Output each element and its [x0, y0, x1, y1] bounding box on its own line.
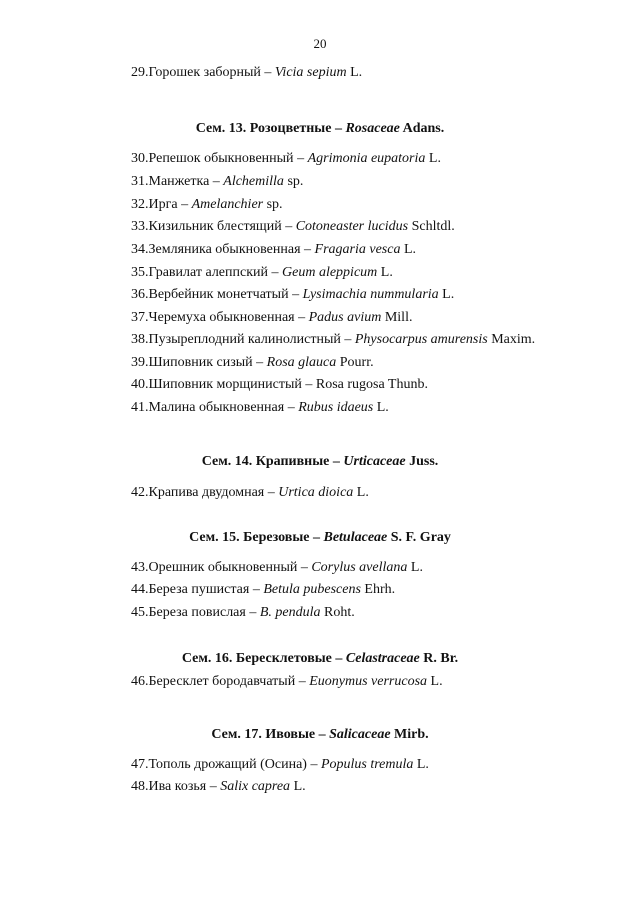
latin-name: Vicia sepium	[274, 65, 347, 80]
heading-prefix: Сем. 16. Бересклетовые –	[181, 651, 346, 666]
list-item	[131, 265, 393, 281]
dash: –	[288, 287, 303, 302]
russian-name: Береза повислая	[148, 605, 246, 620]
list-item	[131, 485, 369, 501]
author: sp.	[283, 174, 304, 189]
list-item	[131, 219, 455, 235]
heading-author: Mirb.	[390, 727, 429, 742]
latin-name: Rubus idaeus	[298, 400, 374, 415]
list-item	[131, 355, 374, 371]
item-number: 35.	[131, 265, 149, 280]
russian-name: Кизильник блестящий	[148, 219, 282, 234]
russian-name: Манжетка	[148, 174, 210, 189]
author: L.	[427, 674, 443, 689]
item-number: 44.	[131, 582, 149, 597]
list-item	[131, 674, 443, 690]
latin-name: Urtica dioica	[278, 485, 354, 500]
author: Ehrh.	[360, 582, 396, 597]
latin-name: Amelanchier	[191, 197, 264, 212]
author: Roht.	[320, 605, 355, 620]
heading-latin: Salicaceae	[329, 727, 391, 742]
list-item	[131, 174, 303, 190]
latin-name: Betula pubescens	[263, 582, 361, 597]
dash: –	[249, 582, 264, 597]
item-number: 30.	[131, 151, 149, 166]
item-number: 40.	[131, 377, 149, 392]
latin-name: Euonymus verrucosa	[309, 674, 428, 689]
latin-name: Agrimonia eupatoria	[307, 151, 426, 166]
heading-prefix: Сем. 17. Ивовые –	[211, 727, 330, 742]
russian-name: Шиповник сизый	[148, 355, 253, 370]
dash: –	[300, 242, 315, 257]
dash: –	[306, 757, 321, 772]
latin-name: Rosa glauca	[266, 355, 337, 370]
dash: –	[245, 605, 260, 620]
latin-name: Populus tremula	[320, 757, 414, 772]
heading-latin: Betulaceae	[323, 530, 388, 545]
heading-prefix: Сем. 14. Крапивные –	[201, 454, 344, 469]
heading-latin: Celastraceae	[345, 651, 420, 666]
latin-name: Padus avium	[308, 310, 382, 325]
russian-name: Репешок обыкновенный	[148, 151, 294, 166]
latin-name: Cotoneaster lucidus	[295, 219, 409, 234]
author: Schltdl.	[408, 219, 455, 234]
item-number: 47.	[131, 757, 149, 772]
item-number: 33.	[131, 219, 149, 234]
author: L.	[438, 287, 455, 302]
author: Pourr.	[336, 355, 374, 370]
list-item	[131, 310, 412, 326]
list-item	[131, 779, 306, 795]
list-item	[131, 197, 283, 213]
dash: –	[301, 377, 316, 392]
item-number: 37.	[131, 310, 149, 325]
list-item	[131, 332, 535, 348]
heading-prefix: Сем. 13. Розоцветные –	[195, 121, 346, 136]
section-heading	[0, 651, 640, 667]
dash: –	[295, 674, 310, 689]
dash: –	[206, 779, 221, 794]
item-number: 32.	[131, 197, 149, 212]
author: Mill.	[381, 310, 413, 325]
russian-name: Пузыреплодний калинолистный	[148, 332, 341, 347]
item-number: 31.	[131, 174, 149, 189]
section-heading	[0, 530, 640, 546]
dash: –	[264, 485, 279, 500]
list-item	[131, 65, 362, 81]
latin-name: Physocarpus amurensis	[354, 332, 488, 347]
author: Maxim.	[487, 332, 536, 347]
page-number: 20	[313, 36, 327, 51]
heading-latin: Urticaceae	[343, 454, 406, 469]
author: L.	[373, 400, 389, 415]
heading-author: Juss.	[405, 454, 439, 469]
dash: –	[268, 265, 283, 280]
dash: –	[340, 332, 355, 347]
list-item	[131, 287, 454, 303]
list-item	[131, 582, 395, 598]
item-number: 34.	[131, 242, 149, 257]
russian-name: Земляника обыкновенная	[148, 242, 301, 257]
latin-name: B. pendula	[259, 605, 321, 620]
heading-author: R. Br.	[419, 651, 459, 666]
russian-name: Гравилат алеппский	[148, 265, 269, 280]
item-number: 36.	[131, 287, 149, 302]
item-number: 39.	[131, 355, 149, 370]
russian-name: Вербейник монетчатый	[148, 287, 289, 302]
list-item	[131, 151, 441, 167]
russian-name: Бересклет бородавчатый	[148, 674, 296, 689]
latin-name: Corylus avellana	[311, 560, 408, 575]
item-number: 46.	[131, 674, 149, 689]
russian-name: Малина обыкновенная	[148, 400, 285, 415]
item-number: 38.	[131, 332, 149, 347]
dash: –	[209, 174, 224, 189]
list-item	[131, 400, 389, 416]
russian-name: Горошек заборный	[148, 65, 261, 80]
dash: –	[260, 65, 275, 80]
author: L.	[377, 265, 393, 280]
dash: –	[281, 219, 296, 234]
dash: –	[297, 560, 312, 575]
section-heading	[0, 121, 640, 137]
russian-name: Ирга	[148, 197, 178, 212]
author: L.	[290, 779, 306, 794]
russian-name: Черемуха обыкновенная	[148, 310, 295, 325]
item-number: 45.	[131, 605, 149, 620]
latin-name: Salix caprea	[220, 779, 291, 794]
section-heading	[0, 454, 640, 470]
dash: –	[177, 197, 192, 212]
latin-name: Geum aleppicum	[282, 265, 378, 280]
list-item	[131, 377, 428, 393]
russian-name: Тополь дрожащий (Осина)	[148, 757, 307, 772]
list-item	[131, 560, 423, 576]
list-item	[131, 757, 429, 773]
item-number: 29.	[131, 65, 149, 80]
section-heading	[0, 727, 640, 743]
item-number: 42.	[131, 485, 149, 500]
latin-name: Fragaria vesca	[314, 242, 401, 257]
author: L.	[400, 242, 417, 257]
latin-name: Rosa rugosa Thunb.	[315, 377, 428, 392]
russian-name: Шиповник морщинистый	[148, 377, 302, 392]
author: L.	[346, 65, 363, 80]
heading-latin: Rosaceae	[345, 121, 400, 136]
heading-author: S. F. Gray	[387, 530, 451, 545]
latin-name: Lysimachia nummularia	[302, 287, 439, 302]
list-item	[131, 242, 416, 258]
russian-name: Орешник обыкновенный	[148, 560, 298, 575]
russian-name: Крапива двудомная	[148, 485, 265, 500]
list-item	[131, 605, 355, 621]
latin-name: Alchemilla	[223, 174, 284, 189]
author: sp.	[263, 197, 283, 212]
author: L.	[353, 485, 369, 500]
heading-prefix: Сем. 15. Березовые –	[189, 530, 324, 545]
author: L.	[407, 560, 423, 575]
russian-name: Береза пушистая	[148, 582, 250, 597]
russian-name: Ива козья	[148, 779, 207, 794]
dash: –	[252, 355, 267, 370]
author: L.	[425, 151, 441, 166]
author: L.	[413, 757, 429, 772]
dash: –	[284, 400, 299, 415]
dash: –	[294, 310, 309, 325]
heading-author: Adans.	[399, 121, 445, 136]
dash: –	[293, 151, 308, 166]
item-number: 43.	[131, 560, 149, 575]
item-number: 41.	[131, 400, 149, 415]
item-number: 48.	[131, 779, 149, 794]
